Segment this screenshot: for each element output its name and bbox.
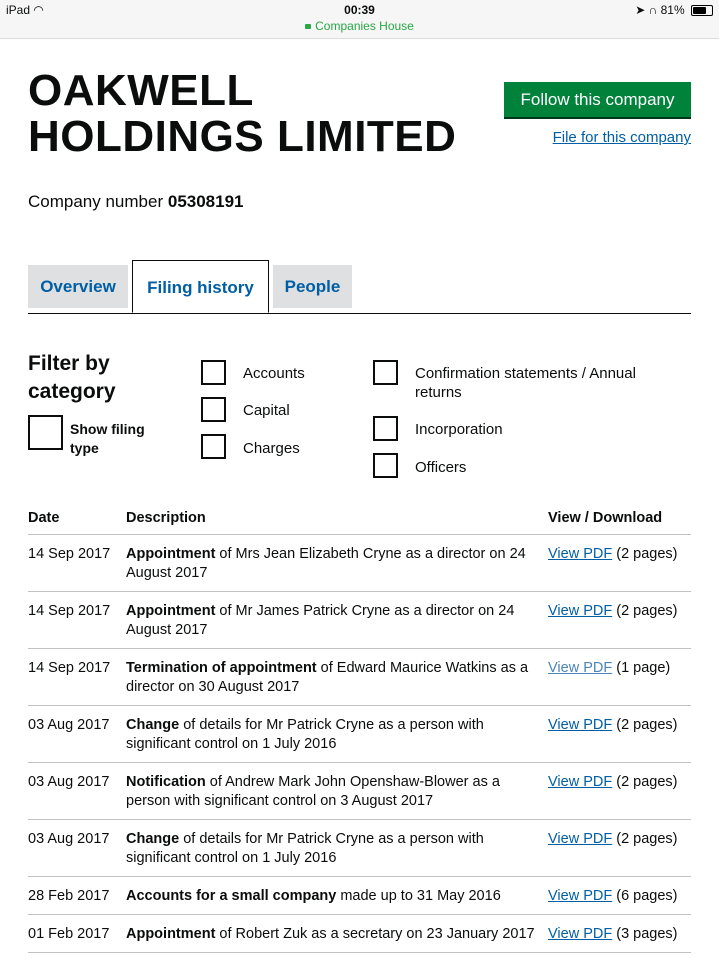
filing-type: Change xyxy=(126,831,180,847)
page-count: (2 pages) xyxy=(616,831,678,847)
filing-view xyxy=(548,706,691,763)
table-row xyxy=(28,592,691,649)
filing-history-table xyxy=(28,500,691,953)
table-header-row xyxy=(28,500,691,535)
filing-description xyxy=(126,706,548,763)
address-bar[interactable] xyxy=(0,19,719,33)
filing-description xyxy=(126,915,548,953)
follow-company-button[interactable]: Follow this company xyxy=(504,82,691,119)
officers-checkbox[interactable] xyxy=(373,453,398,478)
filing-details: made up to 31 May 2016 xyxy=(336,888,501,904)
table-row xyxy=(28,877,691,915)
file-for-company-link[interactable]: File for this company xyxy=(552,129,691,146)
tab-bar xyxy=(28,260,691,314)
filing-view xyxy=(548,820,691,877)
charges-checkbox[interactable] xyxy=(201,434,226,459)
confirmation-statements-checkbox[interactable] xyxy=(373,360,398,385)
tab-filing-history[interactable]: Filing history xyxy=(132,260,269,313)
filing-description xyxy=(126,763,548,820)
view-pdf-link[interactable]: View PDF xyxy=(548,888,613,904)
filing-date: 14 Sep 2017 xyxy=(28,592,126,649)
filing-type: Notification xyxy=(126,774,206,790)
filter-heading: Filter by category xyxy=(28,352,116,403)
battery-percent: 81% xyxy=(660,3,685,17)
page-count: (3 pages) xyxy=(616,926,678,942)
table-row xyxy=(28,649,691,706)
filing-type: Accounts for a small company xyxy=(126,888,337,904)
device-label: iPad xyxy=(6,3,31,17)
description-header: Description xyxy=(126,500,548,535)
page-count: (6 pages) xyxy=(616,888,678,904)
filing-type: Appointment xyxy=(126,926,216,942)
filing-view xyxy=(548,535,691,592)
filing-date: 03 Aug 2017 xyxy=(28,820,126,877)
filing-date: 01 Feb 2017 xyxy=(28,915,126,953)
view-pdf-link[interactable]: View PDF xyxy=(548,717,613,733)
filing-details: of Andrew Mark John Openshaw-Blower as a person with significant control on 3 August 2017 xyxy=(126,774,500,809)
capital-label: Capital xyxy=(243,402,290,419)
view-pdf-link[interactable]: View PDF xyxy=(548,660,613,676)
incorporation-label: Incorporation xyxy=(415,421,503,438)
filing-view xyxy=(548,763,691,820)
filing-date: 14 Sep 2017 xyxy=(28,535,126,592)
page-count: (1 page) xyxy=(616,660,671,676)
filing-description xyxy=(126,535,548,592)
table-row xyxy=(28,706,691,763)
company-name: OAKWELL HOLDINGS LIMITED xyxy=(28,66,457,161)
table-row xyxy=(28,820,691,877)
wifi-icon: ◠ xyxy=(33,3,44,17)
filing-description xyxy=(126,820,548,877)
filing-details: of Mr James Patrick Cryne as a director on 24 August 2017 xyxy=(126,603,515,638)
filing-date: 14 Sep 2017 xyxy=(28,649,126,706)
tab-people[interactable]: People xyxy=(273,265,352,308)
status-bar xyxy=(0,0,719,39)
filing-type: Termination of appointment xyxy=(126,660,317,676)
filing-view xyxy=(548,915,691,953)
filing-description xyxy=(126,649,548,706)
accounts-label: Accounts xyxy=(243,365,305,382)
filing-details: of Robert Zuk as a secretary on 23 January 2017 xyxy=(215,926,535,942)
date-header: Date xyxy=(28,500,126,535)
filing-view xyxy=(548,592,691,649)
table-row xyxy=(28,763,691,820)
incorporation-checkbox[interactable] xyxy=(373,416,398,441)
show-filing-type-label: Show filing type xyxy=(70,421,145,456)
tab-overview[interactable]: Overview xyxy=(28,265,128,308)
view-pdf-link[interactable]: View PDF xyxy=(548,603,613,619)
filing-description xyxy=(126,877,548,915)
filing-details: of details for Mr Patrick Cryne as a person with significant control on 1 July 2016 xyxy=(126,831,484,866)
filing-date: 03 Aug 2017 xyxy=(28,763,126,820)
view-pdf-link[interactable]: View PDF xyxy=(548,926,613,942)
charges-label: Charges xyxy=(243,440,300,457)
page-count: (2 pages) xyxy=(616,717,678,733)
filing-type: Appointment xyxy=(126,603,216,619)
page-count: (2 pages) xyxy=(616,603,678,619)
page-count: (2 pages) xyxy=(616,546,678,562)
table-row xyxy=(28,535,691,592)
page-count: (2 pages) xyxy=(616,774,678,790)
filing-details: of details for Mr Patrick Cryne as a person with significant control on 1 July 2016 xyxy=(126,717,484,752)
clock: 00:39 xyxy=(344,3,375,17)
filing-details: of Mrs Jean Elizabeth Cryne as a director on 24 August 2017 xyxy=(126,546,526,581)
view-pdf-link[interactable]: View PDF xyxy=(548,831,613,847)
filing-view xyxy=(548,649,691,706)
battery-icon xyxy=(691,5,713,16)
filing-type: Appointment xyxy=(126,546,216,562)
lock-icon xyxy=(305,24,311,29)
accounts-checkbox[interactable] xyxy=(201,360,226,385)
filing-view xyxy=(548,877,691,915)
view-pdf-link[interactable]: View PDF xyxy=(548,774,613,790)
filing-date: 03 Aug 2017 xyxy=(28,706,126,763)
view-pdf-link[interactable]: View PDF xyxy=(548,546,613,562)
view-download-header: View / Download xyxy=(548,500,691,535)
filing-type: Change xyxy=(126,717,180,733)
company-number-value: 05308191 xyxy=(167,192,244,211)
filing-description xyxy=(126,592,548,649)
site-name: Companies House xyxy=(315,19,414,33)
location-icon: ➤ xyxy=(635,3,646,17)
company-number xyxy=(28,192,244,212)
company-number-label: Company number xyxy=(28,192,164,211)
table-row xyxy=(28,915,691,953)
headphones-icon: ∩ xyxy=(648,3,658,17)
confirmation-statements-label: Confirmation statements / Annual returns xyxy=(415,365,636,401)
filing-details: of Edward Maurice Watkins as a director on 30 August 2017 xyxy=(126,660,529,695)
filing-date: 28 Feb 2017 xyxy=(28,877,126,915)
show-filing-type-checkbox[interactable] xyxy=(28,415,63,450)
capital-checkbox[interactable] xyxy=(201,397,226,422)
officers-label: Officers xyxy=(415,459,467,476)
